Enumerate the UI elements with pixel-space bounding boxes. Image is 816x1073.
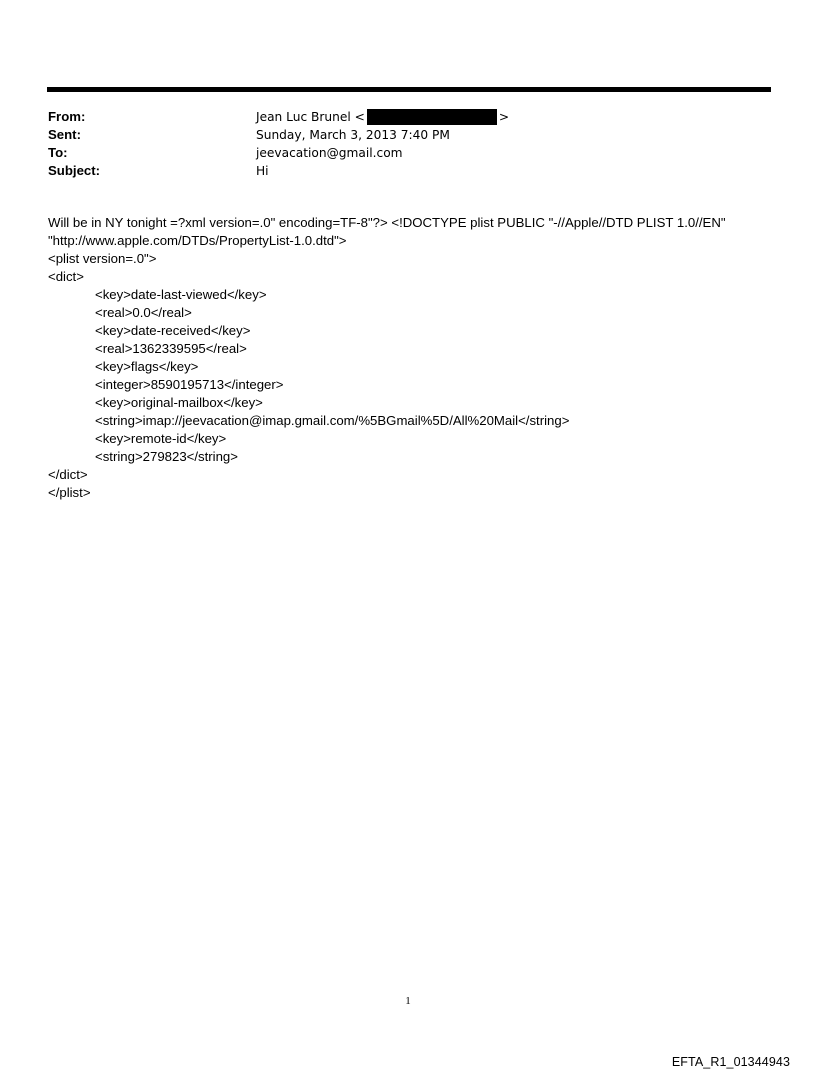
header-divider [47,87,771,92]
body-line: <string>imap://jeevacation@imap.gmail.com/%5BGmail%5D/All%20Mail</string> [95,413,570,428]
body-line: <real>1362339595</real> [95,341,247,356]
body-line: </plist> [48,485,91,500]
email-header [48,108,748,180]
subject-label: Subject: [48,163,101,178]
to-label: To: [48,145,68,160]
body-line: </dict> [48,467,88,482]
sent-value: Sunday, March 3, 2013 7:40 PM [256,128,450,142]
body-line: <key>date-received</key> [95,323,251,338]
body-line: <key>flags</key> [95,359,199,374]
body-line: <key>remote-id</key> [95,431,227,446]
from-value [256,108,509,126]
body-line: <real>0.0</real> [95,305,192,320]
body-line: <key>date-last-viewed</key> [95,287,267,302]
body-line: Will be in NY tonight =?xml version=.0" encoding=TF-8"?> <!DOCTYPE plist PUBLIC "-//Apple//DTD PLIST 1.0//EN" [48,215,726,230]
email-body [48,214,768,502]
from-name: Jean Luc Brunel < [256,110,365,124]
body-line: "http://www.apple.com/DTDs/PropertyList-1.0.dtd"> [48,233,347,248]
from-close-bracket: > [498,110,510,124]
to-row [48,144,748,162]
bates-number: EFTA_R1_01344943 [671,1055,790,1069]
body-line: <dict> [48,269,84,284]
subject-row [48,162,748,180]
from-row [48,108,748,126]
body-line: <key>original-mailbox</key> [95,395,263,410]
from-label: From: [48,109,86,124]
redaction-block [367,109,497,125]
body-line: <plist version=.0"> [48,251,157,266]
body-line: <string>279823</string> [95,449,238,464]
sent-label: Sent: [48,127,81,142]
page-number: 1 [405,995,411,1007]
to-value: jeevacation@gmail.com [256,146,403,160]
body-line: <integer>8590195713</integer> [95,377,284,392]
sent-row [48,126,748,144]
subject-value: Hi [256,164,269,178]
